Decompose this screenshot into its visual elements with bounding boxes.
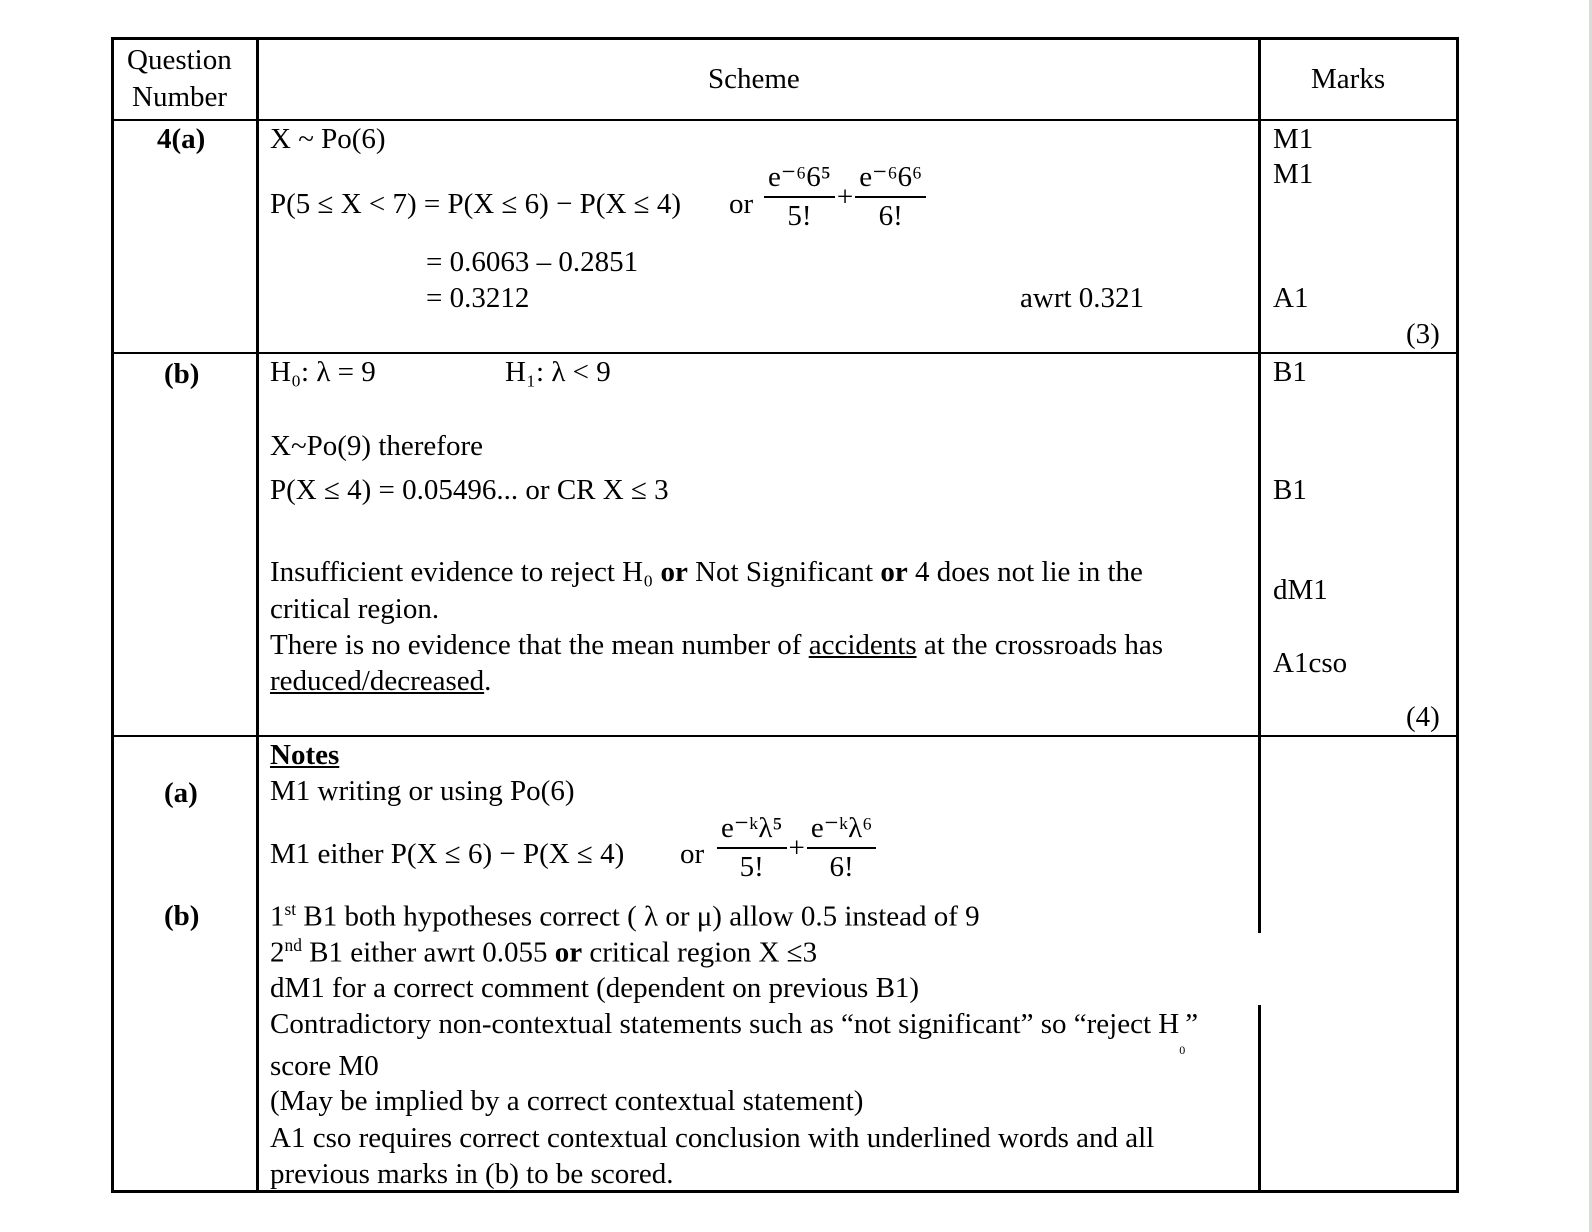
context-line: There is no evidence that the mean number of accidents at the crossroads has: [270, 629, 1164, 661]
fraction-sum: [762, 163, 928, 231]
denominator: 6!: [829, 851, 854, 883]
numerator: e⁻⁶6⁵: [764, 163, 835, 198]
scheme-line: X ~ Po(6): [270, 123, 386, 155]
conclusion-line: critical region.: [270, 593, 440, 625]
note-line: M1 writing or using Po(6): [270, 775, 575, 807]
total-marks: (4): [1406, 701, 1440, 733]
denominator: 6!: [878, 200, 903, 232]
numerator: e⁻⁶6⁶: [855, 163, 926, 198]
note-line: dM1 for a correct comment (dependent on previous B1): [270, 972, 920, 1004]
total-marks: (3): [1406, 318, 1440, 350]
notes-title: Notes: [270, 739, 340, 771]
note-line: Contradictory non-contextual statements such as “not significant” so “reject $H_0$”: [270, 1008, 1199, 1057]
or-text: or: [680, 838, 705, 870]
scheme-line: = 0.3212: [426, 282, 530, 314]
mark: A1cso: [1273, 647, 1348, 679]
note-line: 1st B1 both hypotheses correct ( λ or μ) allow 0.5 instead of 9: [270, 899, 980, 933]
conclusion-line: Insufficient evidence to reject H₀ or Not Significant or 4 does not lie in the: [270, 556, 1143, 588]
alt-hypothesis: H₁: λ < 9: [505, 356, 611, 388]
numerator: e⁻ᵏλ⁵: [717, 814, 787, 849]
notes-label-b: (b): [164, 900, 200, 932]
scheme-line: P(5 ≤ X < 7) = P(X ≤ 6) − P(X ≤ 4): [270, 188, 681, 220]
header-scheme: Scheme: [708, 63, 800, 95]
awrt-note: awrt 0.321: [1020, 282, 1145, 314]
divider: [256, 37, 259, 1193]
notes-label-a: (a): [164, 777, 198, 809]
question-label: (b): [164, 358, 200, 390]
plus: +: [836, 180, 854, 213]
header-marks: Marks: [1311, 63, 1386, 95]
scheme-line: P(X ≤ 4) = 0.05496... or CR X ≤ 3: [270, 474, 669, 506]
fraction-sum: [715, 814, 878, 882]
note-line: (May be implied by a correct contextual statement): [270, 1085, 864, 1117]
note-line: A1 cso requires correct contextual conclusion with underlined words and all: [270, 1122, 1155, 1154]
mark: A1: [1273, 282, 1309, 314]
divider: [1258, 1005, 1261, 1193]
divider: [111, 352, 1459, 354]
question-label: 4(a): [157, 123, 206, 155]
note-line: previous marks in (b) to be scored.: [270, 1158, 674, 1190]
mark: M1: [1273, 158, 1314, 190]
numerator: e⁻ᵏλ⁶: [807, 814, 877, 849]
null-hypothesis: H₀: λ = 9: [270, 356, 376, 388]
header-question: Question: [127, 44, 232, 76]
denominator: 5!: [739, 851, 764, 883]
plus: +: [788, 831, 805, 864]
context-line: reduced/decreased.: [270, 665, 492, 697]
scheme-line: = 0.6063 – 0.2851: [426, 246, 639, 278]
divider: [111, 735, 1459, 737]
mark: M1: [1273, 123, 1314, 155]
scheme-line: X~Po(9) therefore: [270, 430, 483, 462]
mark: B1: [1273, 356, 1307, 388]
mark: dM1: [1273, 574, 1328, 606]
note-line: 2nd B1 either awrt 0.055 or critical region X ≤3: [270, 935, 818, 969]
header-number: Number: [132, 81, 228, 113]
note-line: score M0: [270, 1050, 379, 1082]
denominator: 5!: [787, 200, 812, 232]
divider: [1258, 37, 1261, 933]
divider: [111, 119, 1459, 121]
or-text: or: [729, 188, 754, 220]
mark: B1: [1273, 474, 1307, 506]
note-line: M1 either P(X ≤ 6) − P(X ≤ 4): [270, 838, 625, 870]
